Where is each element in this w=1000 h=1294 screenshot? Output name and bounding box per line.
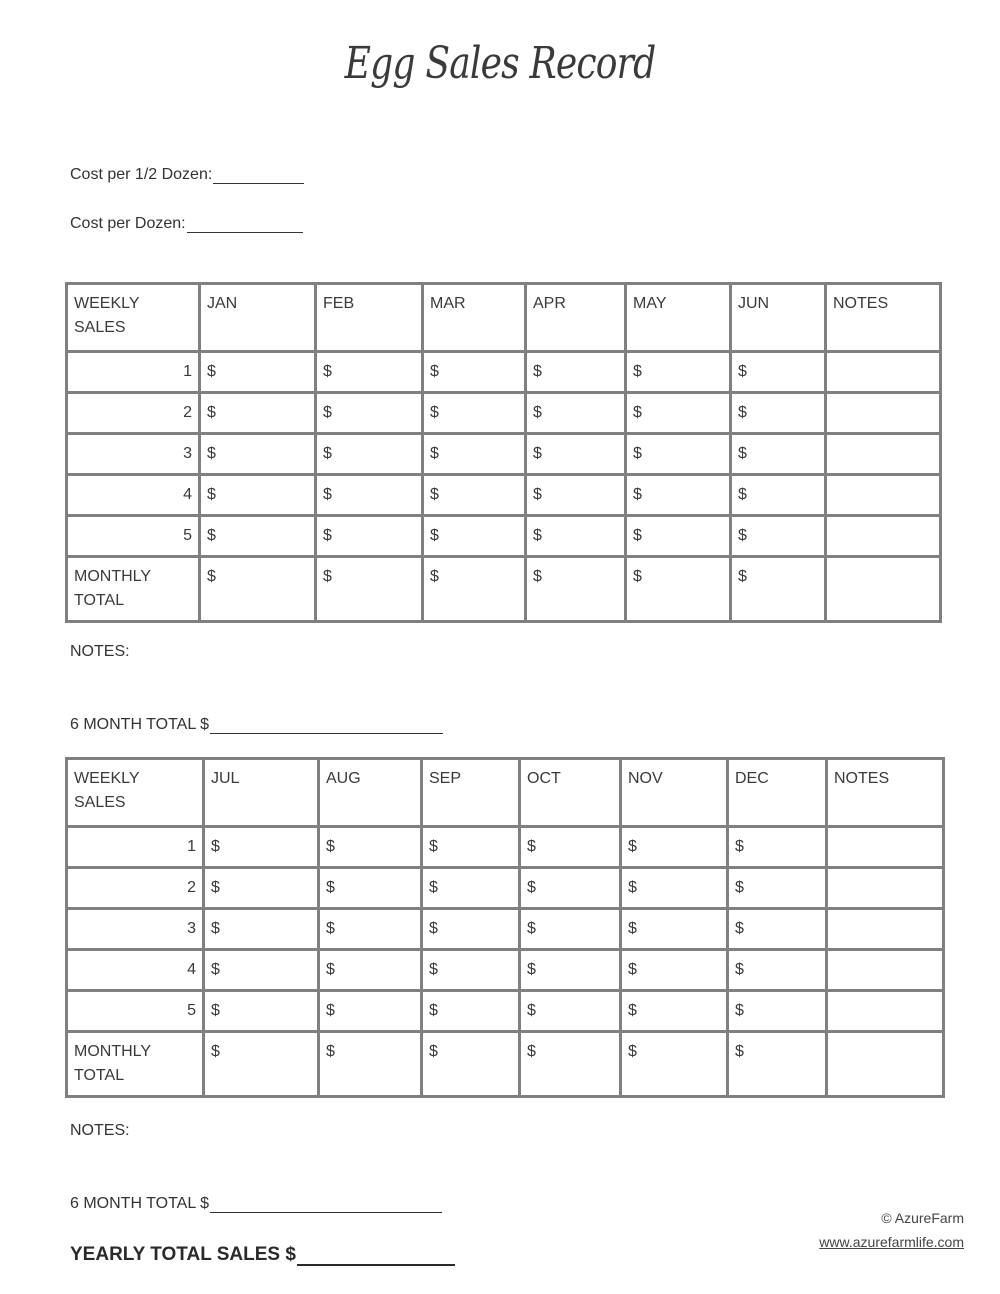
monthly-total-cell[interactable]: $ xyxy=(316,557,423,622)
cost-dozen-input[interactable] xyxy=(187,217,303,233)
table-row xyxy=(67,434,941,475)
weekly-sales-cell[interactable]: $ xyxy=(621,868,728,909)
weekly-sales-cell[interactable]: $ xyxy=(319,868,422,909)
weekly-sales-cell[interactable]: $ xyxy=(422,868,520,909)
notes-cell[interactable] xyxy=(827,950,944,991)
notes-cell[interactable] xyxy=(826,557,941,622)
weekly-sales-cell[interactable]: $ xyxy=(621,950,728,991)
notes-cell[interactable] xyxy=(826,516,941,557)
weekly-sales-cell[interactable]: $ xyxy=(626,434,731,475)
weekly-sales-cell[interactable]: $ xyxy=(316,434,423,475)
weekly-sales-cell[interactable]: $ xyxy=(204,827,319,868)
notes-cell[interactable] xyxy=(827,909,944,950)
weekly-sales-cell[interactable]: $ xyxy=(422,909,520,950)
monthly-total-header xyxy=(67,557,200,622)
weekly-sales-header xyxy=(67,284,200,352)
weekly-sales-cell[interactable]: $ xyxy=(200,475,316,516)
weekly-sales-cell[interactable]: $ xyxy=(204,950,319,991)
weekly-sales-cell[interactable]: $ xyxy=(526,352,626,393)
notes-cell[interactable] xyxy=(827,991,944,1032)
cost-half-dozen-label: Cost per 1/2 Dozen: xyxy=(70,166,213,183)
six-month-total-label: 6 MONTH TOTAL $ xyxy=(70,1195,209,1212)
sales-table-second-half xyxy=(65,757,945,1098)
weekly-sales-cell[interactable]: $ xyxy=(204,868,319,909)
six-month-total-input[interactable] xyxy=(210,1197,442,1213)
weekly-sales-cell[interactable]: $ xyxy=(423,393,526,434)
notes-label-first: NOTES: xyxy=(70,643,130,660)
cost-half-dozen-input[interactable] xyxy=(213,168,304,184)
weekly-sales-cell[interactable]: $ xyxy=(520,991,621,1032)
sales-table-first-half xyxy=(65,282,942,623)
weekly-sales-cell[interactable]: $ xyxy=(319,827,422,868)
weekly-sales-cell[interactable]: $ xyxy=(728,827,827,868)
six-month-total-label: 6 MONTH TOTAL $ xyxy=(70,716,209,733)
sales-label: SALES xyxy=(74,794,126,811)
month-header: MAR xyxy=(423,284,526,352)
month-header: DEC xyxy=(728,759,827,827)
weekly-sales-cell[interactable]: $ xyxy=(422,991,520,1032)
week-number: 5 xyxy=(67,991,204,1032)
weekly-sales-cell[interactable]: $ xyxy=(526,475,626,516)
weekly-sales-cell[interactable]: $ xyxy=(731,434,826,475)
table-row xyxy=(67,475,941,516)
week-number: 4 xyxy=(67,475,200,516)
week-number: 1 xyxy=(67,352,200,393)
weekly-sales-cell[interactable]: $ xyxy=(200,434,316,475)
sales-label: SALES xyxy=(74,319,126,336)
month-header: JUL xyxy=(204,759,319,827)
month-header: JAN xyxy=(200,284,316,352)
monthly-total-cell[interactable]: $ xyxy=(526,557,626,622)
notes-cell[interactable] xyxy=(826,475,941,516)
monthly-total-cell[interactable]: $ xyxy=(319,1032,422,1097)
weekly-sales-cell[interactable]: $ xyxy=(526,516,626,557)
month-header: APR xyxy=(526,284,626,352)
weekly-sales-cell[interactable]: $ xyxy=(520,950,621,991)
week-number: 2 xyxy=(67,393,200,434)
month-header: JUN xyxy=(731,284,826,352)
weekly-sales-cell[interactable]: $ xyxy=(731,352,826,393)
monthly-total-cell[interactable]: $ xyxy=(204,1032,319,1097)
weekly-sales-cell[interactable]: $ xyxy=(200,352,316,393)
yearly-total xyxy=(70,1244,455,1266)
month-header: NOV xyxy=(621,759,728,827)
notes-cell[interactable] xyxy=(827,1032,944,1097)
weekly-sales-cell[interactable]: $ xyxy=(316,475,423,516)
website-link[interactable]: www.azurefarmlife.com xyxy=(819,1234,964,1250)
notes-cell[interactable] xyxy=(827,827,944,868)
total-label: TOTAL xyxy=(74,1067,125,1084)
month-header: OCT xyxy=(520,759,621,827)
page-title: Egg Sales Record xyxy=(344,38,656,89)
weekly-sales-cell[interactable]: $ xyxy=(626,516,731,557)
weekly-sales-cell[interactable]: $ xyxy=(621,827,728,868)
weekly-sales-cell[interactable]: $ xyxy=(423,352,526,393)
weekly-sales-cell[interactable]: $ xyxy=(626,393,731,434)
monthly-total-cell[interactable]: $ xyxy=(626,557,731,622)
table-row xyxy=(67,516,941,557)
monthly-label: MONTHLY xyxy=(74,568,152,585)
week-number: 1 xyxy=(67,827,204,868)
monthly-total-cell[interactable]: $ xyxy=(621,1032,728,1097)
weekly-sales-cell[interactable]: $ xyxy=(626,475,731,516)
weekly-sales-cell[interactable]: $ xyxy=(423,516,526,557)
weekly-sales-cell[interactable]: $ xyxy=(316,393,423,434)
week-number: 4 xyxy=(67,950,204,991)
table-row xyxy=(67,991,944,1032)
monthly-total-cell[interactable]: $ xyxy=(422,1032,520,1097)
week-number: 2 xyxy=(67,868,204,909)
weekly-sales-cell[interactable]: $ xyxy=(204,991,319,1032)
notes-cell[interactable] xyxy=(827,868,944,909)
cost-half-dozen-field xyxy=(70,166,304,184)
header-row xyxy=(67,759,944,827)
table-row xyxy=(67,909,944,950)
notes-cell[interactable] xyxy=(826,352,941,393)
monthly-total-cell[interactable]: $ xyxy=(200,557,316,622)
weekly-sales-cell[interactable]: $ xyxy=(731,393,826,434)
month-header: AUG xyxy=(319,759,422,827)
weekly-label: WEEKLY xyxy=(74,295,140,312)
weekly-sales-cell[interactable]: $ xyxy=(520,868,621,909)
weekly-sales-cell[interactable]: $ xyxy=(621,991,728,1032)
weekly-sales-cell[interactable]: $ xyxy=(731,516,826,557)
six-month-total-input[interactable] xyxy=(210,718,443,734)
copyright: © AzureFarm xyxy=(881,1210,964,1226)
weekly-sales-cell[interactable]: $ xyxy=(316,516,423,557)
weekly-sales-cell[interactable]: $ xyxy=(728,909,827,950)
six-month-total-second xyxy=(70,1195,442,1213)
weekly-sales-cell[interactable]: $ xyxy=(319,909,422,950)
notes-cell[interactable] xyxy=(826,434,941,475)
monthly-total-cell[interactable]: $ xyxy=(520,1032,621,1097)
weekly-sales-cell[interactable]: $ xyxy=(728,991,827,1032)
weekly-sales-cell[interactable]: $ xyxy=(319,991,422,1032)
weekly-sales-cell[interactable]: $ xyxy=(520,909,621,950)
monthly-total-header xyxy=(67,1032,204,1097)
month-header: FEB xyxy=(316,284,423,352)
table-row xyxy=(67,393,941,434)
week-number: 5 xyxy=(67,516,200,557)
monthly-total-cell[interactable]: $ xyxy=(728,1032,827,1097)
weekly-label: WEEKLY xyxy=(74,770,140,787)
table-row xyxy=(67,950,944,991)
notes-header: NOTES xyxy=(827,759,944,827)
weekly-sales-cell[interactable]: $ xyxy=(526,434,626,475)
monthly-total-cell[interactable]: $ xyxy=(731,557,826,622)
month-header: MAY xyxy=(626,284,731,352)
yearly-total-input[interactable] xyxy=(297,1246,455,1266)
weekly-sales-cell[interactable]: $ xyxy=(621,909,728,950)
weekly-sales-cell[interactable]: $ xyxy=(728,950,827,991)
yearly-total-label: YEARLY TOTAL SALES $ xyxy=(70,1244,296,1265)
weekly-sales-cell[interactable]: $ xyxy=(526,393,626,434)
weekly-sales-cell[interactable]: $ xyxy=(316,352,423,393)
weekly-sales-cell[interactable]: $ xyxy=(423,475,526,516)
table-row xyxy=(67,868,944,909)
weekly-sales-cell[interactable]: $ xyxy=(200,393,316,434)
weekly-sales-cell[interactable]: $ xyxy=(728,868,827,909)
weekly-sales-cell[interactable]: $ xyxy=(626,352,731,393)
table-row xyxy=(67,352,941,393)
weekly-sales-cell[interactable]: $ xyxy=(422,950,520,991)
total-label: TOTAL xyxy=(74,592,125,609)
cost-dozen-field xyxy=(70,215,303,233)
weekly-sales-header xyxy=(67,759,204,827)
monthly-label: MONTHLY xyxy=(74,1043,152,1060)
cost-dozen-label: Cost per Dozen: xyxy=(70,215,186,232)
weekly-sales-cell[interactable]: $ xyxy=(731,475,826,516)
week-number: 3 xyxy=(67,909,204,950)
table-row xyxy=(67,827,944,868)
notes-cell[interactable] xyxy=(826,393,941,434)
weekly-sales-cell[interactable]: $ xyxy=(204,909,319,950)
week-number: 3 xyxy=(67,434,200,475)
monthly-total-row xyxy=(67,1032,944,1097)
monthly-total-row xyxy=(67,557,941,622)
weekly-sales-cell[interactable]: $ xyxy=(319,950,422,991)
weekly-sales-cell[interactable]: $ xyxy=(200,516,316,557)
monthly-total-cell[interactable]: $ xyxy=(423,557,526,622)
header-row xyxy=(67,284,941,352)
weekly-sales-cell[interactable]: $ xyxy=(520,827,621,868)
month-header: SEP xyxy=(422,759,520,827)
notes-label-second: NOTES: xyxy=(70,1122,130,1139)
weekly-sales-cell[interactable]: $ xyxy=(422,827,520,868)
notes-header: NOTES xyxy=(826,284,941,352)
six-month-total-first xyxy=(70,716,443,734)
weekly-sales-cell[interactable]: $ xyxy=(423,434,526,475)
